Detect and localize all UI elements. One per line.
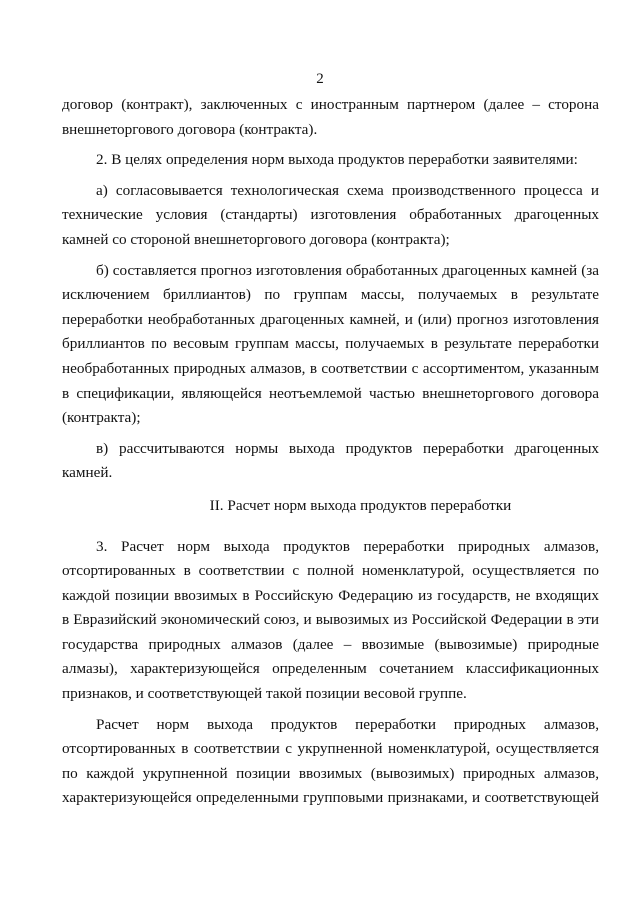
paragraph-subitem-v: в) рассчитываются нормы выхода продуктов переработки драгоценных камней. [62,439,599,482]
paragraph-continuation: договор (контракт), заключенных с иностранным партнером (далее – сторона внешнеторгового договора (контракта). [62,96,599,138]
document-body [62,93,599,811]
paragraph-subitem-a: а) согласовывается технологическая схема производственного процесса и технические условия (стандарты) изготовления обработанных драгоценных камней со стороной внешнеторгового договора (контракта); [62,181,599,248]
paragraph-item-3: 3. Расчет норм выхода продуктов переработки природных алмазов, отсортированных в соответствии с полной номенклатурой, осуществляется по каждой позиции ввозимых в Российскую Федерацию из государств, не входящих в Евразийский экономический союз, и вывозимых из Российской Федерации в эти государства природных алмазов (далее – ввозимые (вывозимые) природные алмазы), характеризующейся определенным сочетанием классификационных признаков, и соответствующей такой позиции весовой группе. [62,537,599,703]
page-number: 2 [316,71,324,87]
section-heading: II. Расчет норм выхода продуктов переработки [209,496,512,514]
paragraph-item-2: 2. В целях определения норм выхода продуктов переработки заявителями: [96,151,578,169]
paragraph-subitem-b: б) составляется прогноз изготовления обработанных драгоценных камней (за исключением бриллиантов) по группам массы, получаемых в результате переработки необработанных драгоценных камней, и (или) прогноз изготовления бриллиантов по весовым группам массы, получаемых в результате переработки необработанных природных алмазов, в соответствии с ассортиментом, указанным в спецификации, являющейся неотъемлемой частью внешнеторгового договора (контракта); [62,261,599,427]
paragraph-item-3-continued: Расчет норм выхода продуктов переработки природных алмазов, отсортированных в соответствии с укрупненной номенклатурой, осуществляется по каждой укрупненной позиции ввозимых (вывозимых) природных алмазов, характеризующейся определенными групповыми признаками, и соответствующей [62,715,599,807]
